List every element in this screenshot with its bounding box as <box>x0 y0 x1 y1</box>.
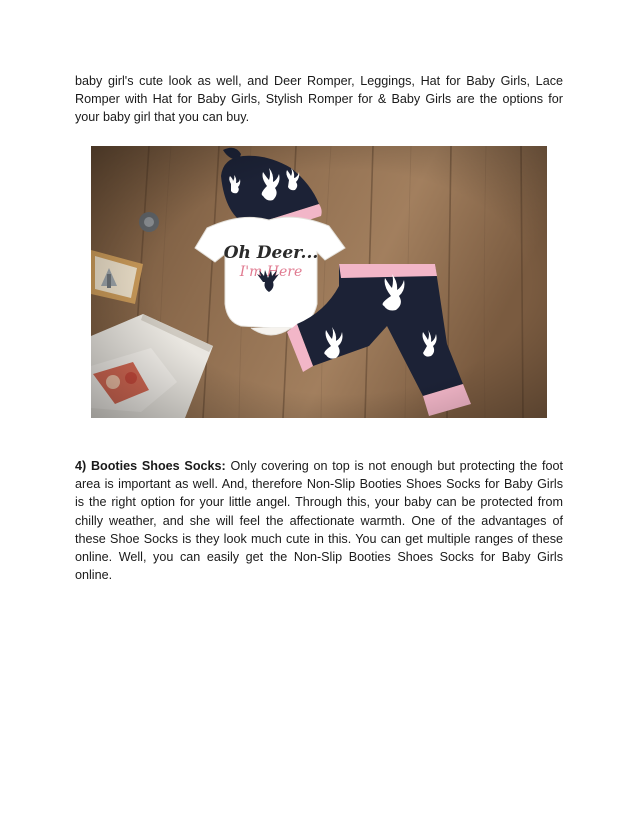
section-heading: 4) Booties Shoes Socks: <box>75 459 226 473</box>
body-paragraph-booties <box>75 457 563 584</box>
paragraph-text: baby girl's cute look as well, and Deer Romper, Leggings, Hat for Baby Girls, Lace Romper with Hat for Baby Girls, Stylish Romper for & Baby Girls are the options for your baby girl that you can buy. <box>75 74 563 125</box>
product-photo <box>91 146 547 418</box>
paragraph-text: Only covering on top is not enough but protecting the foot area is important as well. And, therefore Non-Slip Booties Shoes Socks for Baby Girls is the right option for your little angel. Through this, your baby can be protected from chilly weather, and she will feel the affectionate warmth. One of the advantages of these Shoe Socks is they look much cute in this. You can get multiple ranges of these online. Well, you can easily get the Non-Slip Booties Shoes Socks for Baby Girls online. <box>75 459 564 583</box>
body-paragraph <box>75 72 563 127</box>
